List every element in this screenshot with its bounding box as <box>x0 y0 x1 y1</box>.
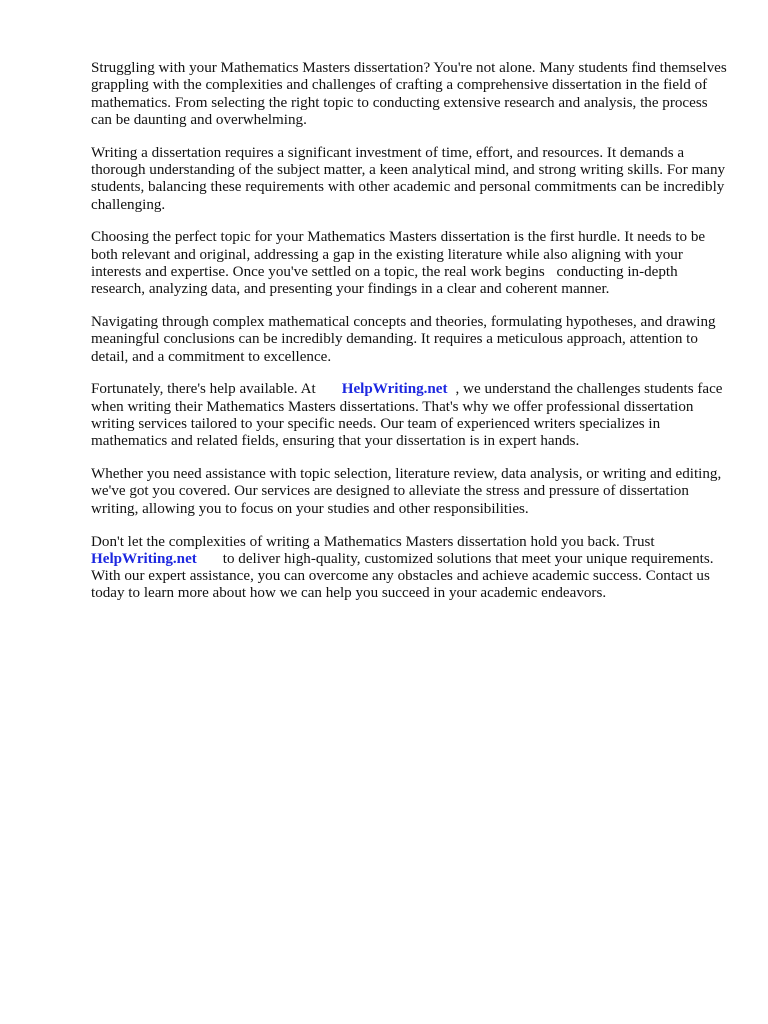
paragraph-closing-lead: Don't let the complexities of writing a Mathematics Masters dissertation hold you back. Trust <box>91 533 655 550</box>
paragraph-navigating: Navigating through complex mathematical concepts and theories, formulating hypotheses, and drawing meaningful conclusions can be incredibly demanding. It requires a meticulous approach, attention to detail, and a commitment to excellence. <box>91 314 716 365</box>
paragraph-intro: Struggling with your Mathematics Masters dissertation? You're not alone. Many students find themselves grappling with the complexities and challenges of crafting a comprehensive dissertation in the field of mathematics. From selecting the right topic to conducting extensive research and analysis, the process can be daunting and overwhelming. <box>91 60 727 128</box>
paragraph-topic-text: Choosing the perfect topic for your Mathematics Masters dissertation is the first hurdle. It needs to be both relevant and original, addressing a gap in the existing literature while also aligning with your interests and expertise. Once you've settled on a topic, the real work begins <box>91 229 706 280</box>
document-body <box>91 60 727 618</box>
helpwriting-link-closing[interactable]: HelpWriting.net <box>91 550 197 567</box>
paragraph-help <box>91 381 727 450</box>
helpwriting-link[interactable]: HelpWriting.net <box>341 381 448 398</box>
paragraph-help-lead: Fortunately, there's help available. At <box>91 381 316 398</box>
paragraph-closing <box>91 534 727 603</box>
paragraph-help-rest: , we understand the challenges students face when writing their Mathematics Masters dissertations. That's why we offer professional dissertation writing services tailored to your specific needs. Our team of experienced writers specializes in mathematics and related fields, ensuring that your dissertation is in expert hands. <box>91 381 723 450</box>
paragraph-assistance: Whether you need assistance with topic selection, literature review, data analysis, or writing and editing, we've got you covered. Our services are designed to alleviate the stress and pressure of dissertation writing, allowing you to focus on your studies and other responsibilities. <box>91 466 722 517</box>
paragraph-closing-rest: to deliver high-quality, customized solutions that meet your unique requirements. With our expert assistance, you can overcome any obstacles and achieve academic success. Contact us today to learn more about how we can help you succeed in your academic endeavors. <box>91 550 714 602</box>
paragraph-topic <box>91 229 727 298</box>
paragraph-investment: Writing a dissertation requires a significant investment of time, effort, and resources. It demands a thorough understanding of the subject matter, a keen analytical mind, and strong writing skills. For many students, balancing these requirements with other academic and personal commitments can be incredibly challenging. <box>91 144 726 213</box>
paragraph-topic-continued: conducting in-depth research, analyzing data, and presenting your findings in a clear and coherent manner. <box>91 263 678 298</box>
